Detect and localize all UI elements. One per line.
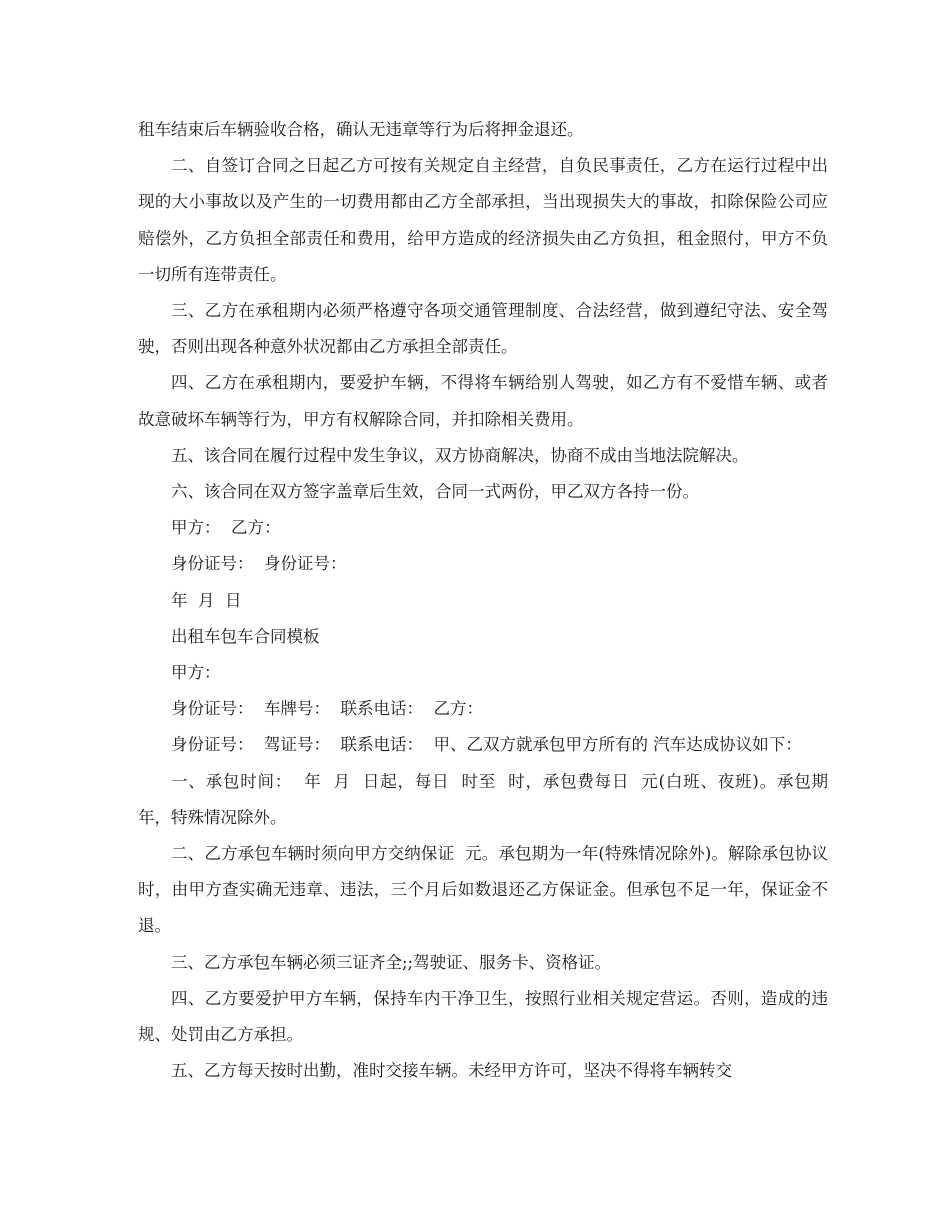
signature-line-parties: 甲方： 乙方： [171,518,281,538]
date-line: 年 月 日 [171,590,242,610]
paragraph: 一、承包时间： 年 月 日起，每日 时至 时，承包费每日 元(白班、夜班)。承包期 年，特殊情况除外。 [138,771,839,827]
signature-line-id: 身份证号： 身份证号： [171,554,347,574]
party-a-line: 甲方： [171,663,221,683]
paragraph: 六、该合同在双方签字盖章后生效，合同一式两份，甲乙双方各持一份。 [171,482,699,502]
paragraph: 五、乙方每天按时出勤，准时交接车辆。未经甲方许可，坚决不得将车辆转交 [171,1061,732,1081]
section-title: 出租车包车合同模板 [171,626,320,646]
paragraph: 租车结束后车辆验收合格，确认无违章等行为后将押金退还。 [138,120,584,139]
document-body [138,112,839,1089]
paragraph: 四、乙方在承租期内，要爱护车辆，不得将车辆给别人驾驶，如乙方有不爱惜车辆、或者故意破坏车辆等行为，甲方有权解除合同，并扣除相关费用。 [138,373,828,429]
paragraph: 二、自签订合同之日起乙方可按有关规定自主经营，自负民事责任，乙方在运行过程中出现的大小事故以及产生的一切费用都由乙方全部承担，当出现损失大的事故，扣除保险公司应赔偿外，乙方负担全部责任和费用，给甲方造成的经济损失由乙方负担，租金照付，甲方不负一切所有连带责任。 [138,156,828,284]
paragraph: 四、乙方要爱护甲方车辆，保持车内干净卫生，按照行业相关规定营运。否则，造成的违规、处罚由乙方承担。 [138,988,828,1045]
paragraph: 三、乙方在承租期内必须严格遵守各项交通管理制度、合法经营，做到遵纪守法、安全驾驶，否则出现各种意外状况都由乙方承担全部责任。 [138,301,828,357]
party-a-details: 身份证号： 车牌号： 联系电话： 乙方： [171,699,483,719]
party-b-details: 身份证号： 驾证号： 联系电话： 甲、乙双方就承包甲方所有的 汽车达成协议如下： [171,735,802,755]
paragraph: 三、乙方承包车辆必须三证齐全;;驾驶证、服务卡、资格证。 [171,952,612,972]
paragraph: 二、乙方承包车辆时须向甲方交纳保证 元。承包期为一年(特殊情况除外)。解除承包协议时，由甲方查实确无违章、违法，三个月后如数退还乙方保证金。但承包不足一年，保证金不退。 [138,844,828,936]
paragraph: 五、该合同在履行过程中发生争议，双方协商解决，协商不成由当地法院解决。 [171,445,749,465]
